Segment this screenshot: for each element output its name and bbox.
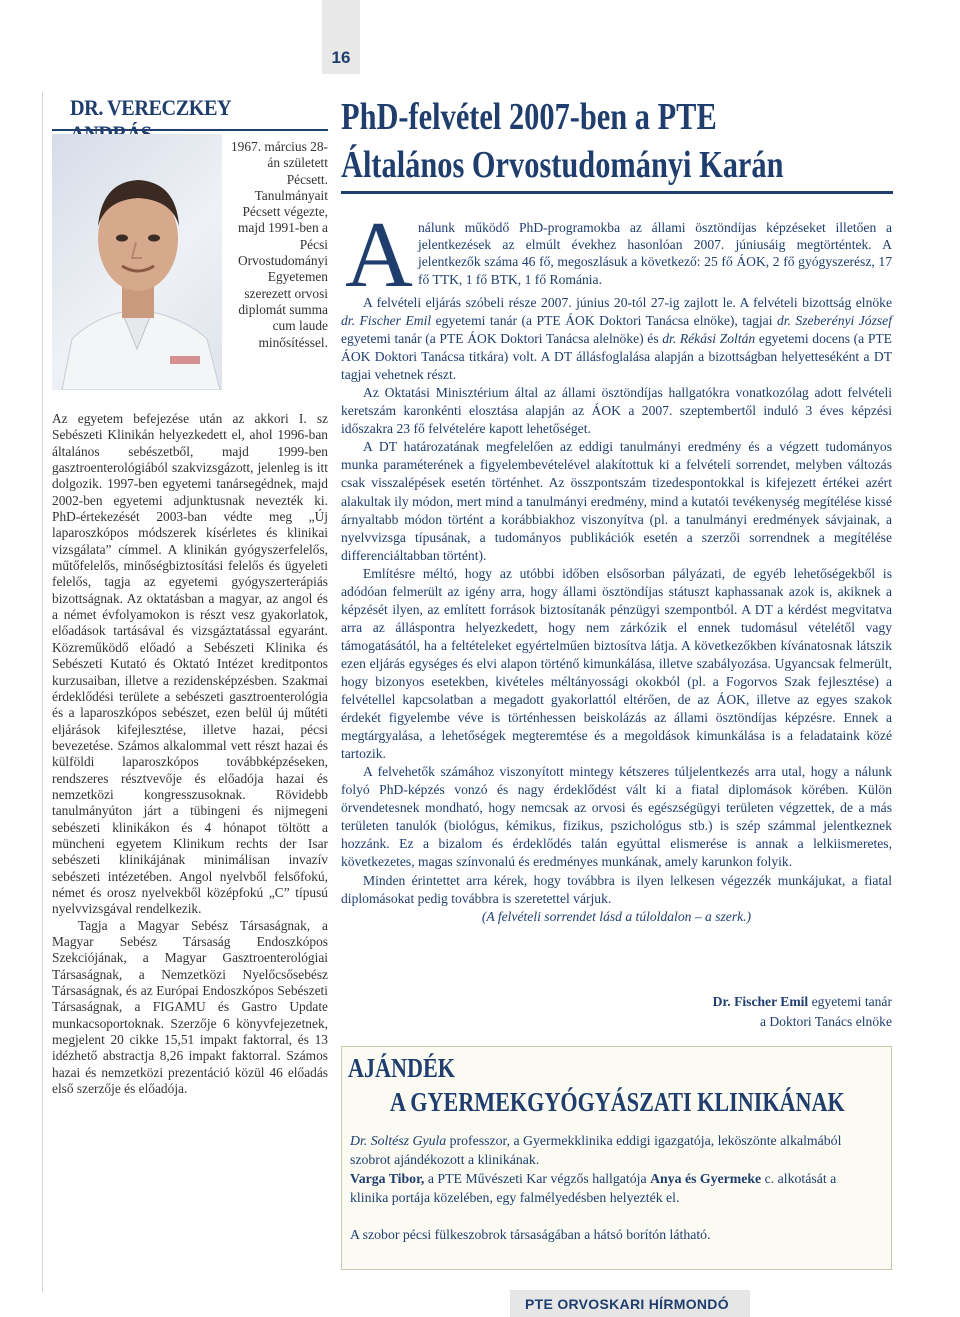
article-paragraph: Az Oktatási Minisztérium által az állami ösztöndíjas hallgatókra vonatkozólag adott felvételi keretszám karonkénti elosztása alapján az ÁOK a 2007. szeptembertől induló 3 éves képzési időszakra 23 fő felvételére kapott lehetőséget.	[341, 385, 892, 437]
article-paragraph: Minden érintettet arra kérek, hogy továbbra is ilyen lelkesen végezzék munkájukat, a fiatal diplomásokat pedig továbbra is szeretettel várjuk.	[341, 872, 892, 906]
gift-subheading: A GYERMEKGYÓGYÁSZATI KLINIKÁNAK	[390, 1087, 845, 1117]
column-rule	[42, 92, 43, 1292]
signature-name: Dr. Fischer Emil	[712, 994, 809, 1009]
gift-paragraph: Dr. Soltész Gyula professzor, a Gyermekklinika eddigi igazgatója, leköszönte alkalmából szobrot ajándékozott a klinikának.	[350, 1133, 842, 1167]
gift-text	[350, 1131, 850, 1207]
drop-cap: A	[345, 203, 413, 307]
gift-paragraph: Varga Tibor, a PTE Művészeti Kar végzős hallgatója Anya és Gyermeke c. alkotását a klinika portája közelében, egy falmélyedésben helyezték el.	[350, 1171, 837, 1205]
gift-box	[341, 1046, 892, 1270]
article-title-line: Általános Orvostudományi Karán	[341, 144, 784, 186]
signature-role: a Doktori Tanács elnöke	[759, 1014, 892, 1029]
title-rule	[341, 191, 893, 194]
article-paragraph: A DT határozatának megfelelően az eddigi tanulmányi eredmény és a végzett tudományos munka paraméterének a figyelembevételével alakítottuk ki a felvételi sorrendet, melyben változás csak visszalépések esetén történhet. Az összpontszám tizedespontokkal is kifejezett értékei azért alakultak ily módon, mert mind a tanulmányi eredmény, mind a kutatói tevékenység megítélése kissé árnyaltabb módon történt a korábbiakhoz viszonyítva (pl. a tanulmányi eredmények sávjainak, a nyelvvizsga típusának, a tudományos publikációk esetén a szerzői sorrendnek a megítélése differenciáltabban történt).	[341, 439, 892, 563]
bio-name-rule	[52, 129, 328, 131]
article-signature: Dr. Fischer Emil egyetemi tanár a Doktori Tanács elnöke	[600, 992, 892, 1032]
page-number: 16	[322, 0, 360, 74]
article-title	[341, 93, 789, 189]
article-paragraph: A felvehetők számához viszonyított mintegy kétszeres túljelentkezés arra utal, hogy a nálunk folyó PhD-képzés vonzó és nagy érdeklődést vált ki a fiatal diplomások körében. Külön örvendetesnek mondható, hogy nemcsak az orvosi és egészségügyi területen végzettek, de a más területen tanulók (biológus, kémikus, fizikus, pszichológus stb.) is szép számmal jelentkeznek hozzánk. Ez a bizalom és érdeklődés talán egyúttal elismerése is annak a lelkiismeretes, következetes, magas színvonalú és eredményes munkának, amely karunkon folyik.	[341, 764, 892, 870]
gift-note: A szobor pécsi fülkeszobrok társaságában a hátsó borítón látható.	[350, 1227, 711, 1242]
footer-title: PTE ORVOSKARI HÍRMONDÓ	[525, 1296, 729, 1312]
article-paragraph: Említésre méltó, hogy az utóbbi időben elsősorban pályázati, de egyéb lehetőségekből is adódóan felmerült az igény arra, hogy állami ösztöndíjas státuszt kaphassanak azok is, akiknek a képzését ilyen, az említett források biztosítanák pénzügyi szempontból. A DT a kérdést megvitatva arra az álláspontra helyezkedett, hogy nem zárkózik el ennek tudomásul vételétől vagy támogatásától, ha a feltételeket egyértelműen biztosítva látja. A következőkben kívánatosnak látszik ezen eljárás egységes és elvi alapon történő kimunkálása, illetve szabályozása. Ugyancsak felmerült, hogy bizonyos esetekben, kivételes méltányossági okokból (pl. a Fogorvos Szak fejlesztése) a felvétellel kapcsolatban a megadott gyakorlattól eltérően, de az ÁOK, illetve az egyes szakok érdekét figyelembe véve is történhessen beiskolázás az állami ösztöndíjas képzésre. Ennek a megtárgyalása, a lehetőségek megteremtése és a megoldások kimunkálása is a feladataink közé tartozik.	[341, 565, 892, 762]
editor-note: (A felvételi sorrendet lásd a túloldalon – a szerk.)	[481, 908, 752, 924]
article-lead	[418, 219, 892, 288]
article-paragraph: A felvételi eljárás szóbeli része 2007. június 20-tól 27-ig zajlott le. A felvételi bizottság elnöke dr. Fischer Emil egyetemi tanár (a PTE ÁOK Doktori Tanácsa elnöke), tagjai dr. Szeberényi József egyetemi tanár (a PTE ÁOK Doktori Tanácsa alelnöke) és dr. Rékási Zoltán egyetemi docens (a PTE ÁOK Doktori Tanácsa titkára) volt. A DT állásfoglalása alapján a bizottságban helyetteséként a DT tagjai vehetnek részt.	[341, 295, 892, 383]
article-body	[341, 294, 892, 926]
bio-paragraph: Tagja a Magyar Sebész Társaságnak, a Magyar Sebész Társaság Endoszkópos Szekciójának, a Magyar Gasztroenterológiai Társaságnak, a Nemzetközi Nyelőcsősebész Társaságnak, és az Európai Endoszkópos Sebészeti Társaságnak, a FIGAMU és Gastro Update munkacsoportoknak. Szerzője 6 könyvfejezetnek, megjelent 20 cikke 15,51 impakt faktorral, és 13 idézhető abstractja 8,26 impakt faktorral. Számos hazai és nemzetközi prezentáció közül 46 előadás első szerzője és előadója.	[52, 917, 328, 1097]
article-title-line: PhD-felvétel 2007-ben a PTE	[341, 96, 717, 138]
lead-paragraph: nálunk működő PhD-programokba az állami ösztöndíjas képzéseket illetően a jelentkezések az elmúlt évekhez hasonlóan 2007. júniusáig megtörténtek. A jelentkezők száma 46 fő, megoszlásuk a következő: 25 fő ÁOK, 2 fő gyógyszerész, 17 fő TTK, 1 fő BTK, 1 fő Románia.	[418, 220, 892, 287]
gift-heading: AJÁNDÉK	[348, 1053, 456, 1083]
bio-paragraph: Az egyetem befejezése után az akkori I. sz Sebészeti Klinikán helyezkedett el, ahol 1996-ban általános sebészetből, majd 1999-ben gasztroenterológiából szakvizsgázott, jelenleg is itt dolgozik. 1997-ben egyetemi tanársegédnek, majd 2002-ben egyetemi adjunktusnak nevezték ki. PhD-értekezését 2003-ban védte meg „Új laparoszkópos módszerek kísérletes és klinikai vizsgálata” címmel. A klinikán gyógyszerfelelős, műtőfelelős, minőségbiztosítási felelős és ügyeleti felelős, tagja az egyetemi gyógyszerterápiás bizottságnak. Az oktatásban a magyar, az angol és a német évfolyamokon is részt vesz gyakorlatok, előadások tartásával és vizsgáztatással egyaránt. Közreműködő előadó a Sebészeti Klinika és Sebészeti Kutató és Oktató Intézet kreditpontos kurzusaiban, illetve a rezidensképzésben. Szakmai érdeklődési területe a sebészeti gasztroenterológia és a laparoszkópos sebészet, ezen belül új műtéti eljárások kifejlesztése, illetve hazai, pécsi bevezetése. Számos alkalommal vett részt hazai és külföldi laparoszkópos továbbképzéseken, rendszeres résztvevője és előadója hazai és nemzetközi kongresszusoknak. Rövidebb tanulmányúton járt a tübingeni és nijmegeni sebészeti klinikákon és 4 hónapot töltött a müncheni egyetem Klinikum rechts der Isar sebészeti klinikájának minimálisan invazív sebészeti intézetében. Angol nyelvből felsőfokú, német és orosz nyelvekből középfokú „C” típusú nyelvvizsgával rendelkezik.	[52, 411, 328, 917]
bio-side-text: 1967. március 28-án született Pécsett. Tanulmányait Pécsett végezte, majd 1991-ben a Pécsi Orvostudományi Egyetemen szerezett orvosi diplomát summa cum laude minősítéssel.	[230, 139, 328, 350]
bio-main-text	[52, 411, 328, 1097]
bio-name: DR. VERECZKEY	[70, 95, 231, 120]
portrait-photo	[52, 134, 222, 390]
